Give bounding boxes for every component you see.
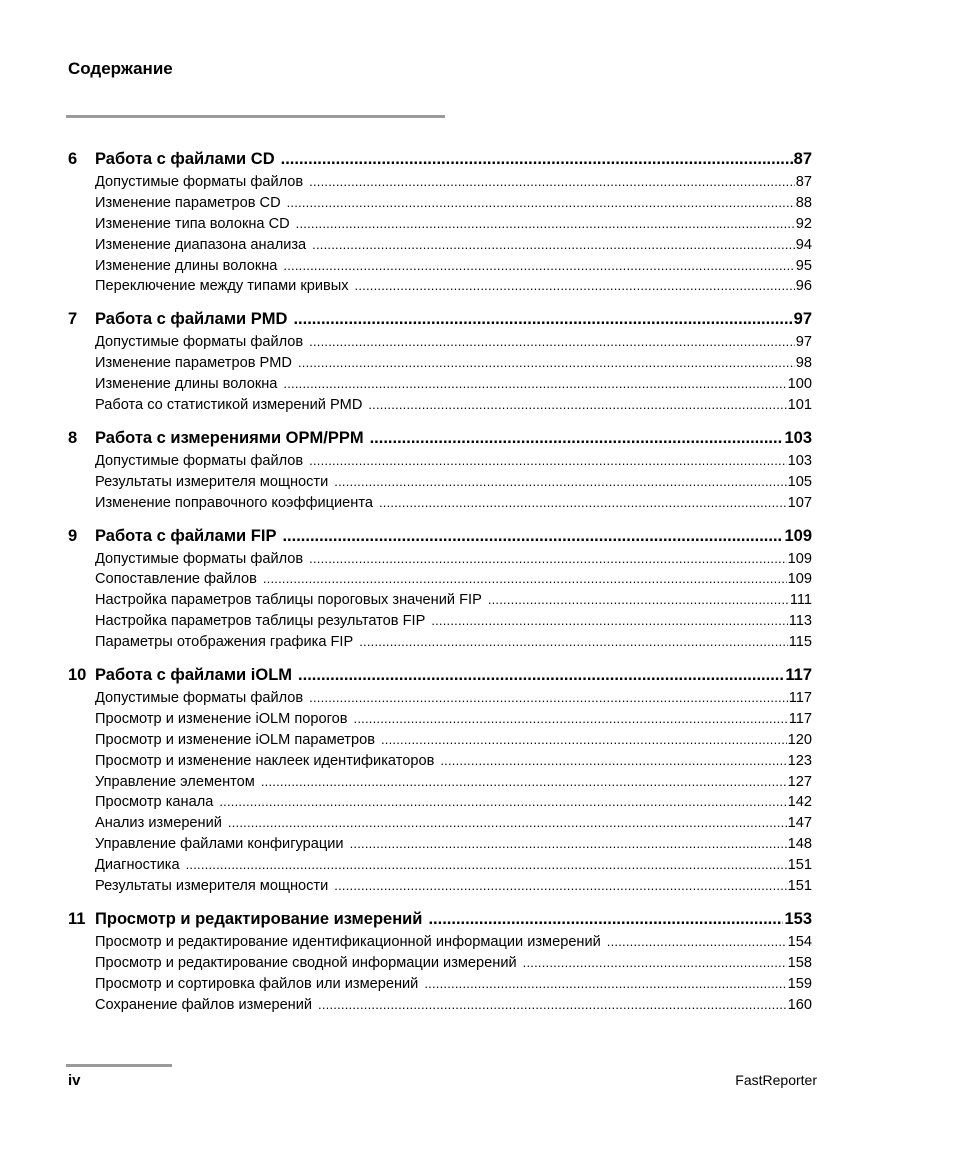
page-number: iv — [68, 1072, 81, 1089]
header-divider — [66, 115, 445, 118]
chapter-number: 8 — [68, 428, 78, 447]
dot-leader — [440, 751, 786, 772]
section-page-number: 94 — [795, 236, 812, 253]
dot-leader — [287, 193, 795, 214]
section-title: Сопоставление файлов — [95, 571, 257, 588]
section-page-number: 147 — [787, 815, 812, 832]
dot-leader — [186, 855, 787, 876]
dot-leader — [281, 147, 793, 172]
toc-chapter-entry[interactable] — [68, 426, 812, 451]
chapter-page-number: 103 — [784, 428, 812, 447]
section-page-number: 117 — [788, 710, 812, 727]
section-title: Изменение длины волокна — [95, 376, 278, 393]
dot-leader — [263, 569, 787, 590]
toc-section-entry[interactable] — [95, 932, 812, 953]
table-of-contents — [68, 147, 812, 1016]
chapter-title: Работа с измерениями OPM/PPM — [95, 428, 364, 447]
section-page-number: 87 — [795, 174, 812, 190]
section-page-number: 113 — [788, 613, 812, 630]
toc-section-entry[interactable] — [95, 751, 812, 772]
chapter-number: 10 — [68, 666, 87, 685]
section-page-number: 160 — [787, 996, 812, 1013]
section-page-number: 117 — [788, 690, 812, 707]
toc-chapter — [68, 147, 812, 297]
toc-section-entry[interactable] — [95, 549, 812, 570]
section-title: Изменение параметров CD — [95, 194, 281, 211]
dot-leader — [381, 730, 787, 751]
dot-leader — [309, 688, 788, 709]
dot-leader — [283, 374, 786, 395]
section-page-number: 111 — [789, 592, 812, 609]
dot-leader — [318, 995, 787, 1016]
dot-leader — [261, 772, 787, 793]
toc-section-entry[interactable] — [95, 995, 812, 1016]
dot-leader — [431, 611, 787, 632]
section-title: Изменение диапазона анализа — [95, 236, 307, 253]
toc-section-entry[interactable] — [95, 855, 812, 876]
section-page-number: 107 — [787, 494, 812, 511]
toc-section-entry[interactable] — [95, 353, 812, 374]
chapter-page-number: 87 — [793, 150, 812, 168]
toc-section-entry[interactable] — [95, 590, 812, 611]
toc-section-entry[interactable] — [95, 374, 812, 395]
section-page-number: 151 — [787, 878, 812, 895]
footer-divider — [66, 1064, 172, 1067]
toc-chapter-entry[interactable] — [68, 147, 812, 172]
section-title: Просмотр и редактирование сводной информации измерений — [95, 954, 517, 971]
toc-section-entry[interactable] — [95, 792, 812, 813]
chapter-page-number: 117 — [785, 666, 812, 685]
toc-section-entry[interactable] — [95, 813, 812, 834]
section-page-number: 142 — [787, 794, 812, 811]
dot-leader — [296, 214, 795, 235]
section-title: Изменение поправочного коэффициента — [95, 494, 373, 511]
section-title: Просмотр и редактирование идентификационной информации измерений — [95, 933, 601, 950]
section-title: Допустимые форматы файлов — [95, 334, 304, 351]
page-title: Содержание — [68, 59, 173, 78]
toc-chapter — [68, 907, 812, 1016]
chapter-number: 6 — [68, 150, 78, 168]
section-title: Допустимые форматы файлов — [95, 690, 304, 707]
section-title: Просмотр и изменение iOLM параметров — [95, 731, 375, 748]
product-name: FastReporter — [735, 1072, 817, 1088]
section-title: Результаты измерителя мощности — [95, 878, 329, 895]
chapter-page-number: 109 — [784, 526, 812, 545]
section-title: Допустимые форматы файлов — [95, 174, 304, 190]
section-page-number: 148 — [787, 836, 812, 853]
dot-leader — [359, 632, 788, 653]
dot-leader — [228, 813, 787, 834]
dot-leader — [309, 549, 786, 570]
section-page-number: 115 — [788, 634, 812, 651]
toc-chapter — [68, 307, 812, 416]
section-page-number: 127 — [787, 773, 812, 790]
section-title: Управление файлами конфигурации — [95, 836, 344, 853]
chapter-title: Работа с файлами PMD — [95, 310, 288, 329]
section-title: Просмотр и сортировка файлов или измерений — [95, 975, 419, 992]
section-title: Управление элементом — [95, 773, 255, 790]
chapter-page-number: 97 — [793, 310, 812, 329]
section-title: Просмотр канала — [95, 794, 214, 811]
section-title: Допустимые форматы файлов — [95, 550, 304, 567]
toc-section-entry[interactable] — [95, 772, 812, 793]
dot-leader — [368, 395, 786, 416]
dot-leader — [354, 709, 788, 730]
section-page-number: 109 — [787, 550, 812, 567]
dot-leader — [309, 332, 795, 353]
toc-section-entry[interactable] — [95, 493, 812, 514]
section-page-number: 123 — [787, 752, 812, 769]
section-title: Изменение параметров PMD — [95, 355, 292, 372]
dot-leader — [370, 426, 784, 451]
dot-leader — [312, 235, 795, 256]
toc-section-entry[interactable] — [95, 611, 812, 632]
dot-leader — [488, 590, 789, 611]
toc-chapter — [68, 663, 812, 897]
toc-section-entry[interactable] — [95, 730, 812, 751]
section-page-number: 96 — [795, 278, 812, 295]
toc-section-entry[interactable] — [95, 235, 812, 256]
section-page-number: 103 — [787, 452, 812, 469]
chapter-title: Работа с файлами iOLM — [95, 666, 293, 685]
dot-leader — [293, 307, 792, 332]
toc-section-entry[interactable] — [95, 834, 812, 855]
section-title: Переключение между типами кривых — [95, 278, 349, 295]
dot-leader — [334, 472, 786, 493]
toc-section-entry[interactable] — [95, 709, 812, 730]
chapter-page-number: 153 — [784, 909, 812, 928]
section-page-number: 120 — [787, 731, 812, 748]
dot-leader — [219, 792, 786, 813]
section-title: Анализ измерений — [95, 815, 222, 832]
section-page-number: 95 — [795, 257, 812, 274]
section-title: Просмотр и изменение наклеек идентификаторов — [95, 752, 435, 769]
toc-section-entry[interactable] — [95, 332, 812, 353]
section-title: Работа со статистикой измерений PMD — [95, 397, 363, 414]
section-page-number: 159 — [787, 975, 812, 992]
section-title: Диагностика — [95, 857, 180, 874]
section-page-number: 100 — [787, 376, 812, 393]
section-page-number: 158 — [787, 954, 812, 971]
toc-chapter-entry[interactable] — [68, 907, 812, 932]
dot-leader — [523, 953, 787, 974]
toc-section-entry[interactable] — [95, 876, 812, 897]
section-page-number: 105 — [787, 473, 812, 490]
section-title: Настройка параметров таблицы пороговых значений FIP — [95, 592, 482, 609]
toc-section-entry[interactable] — [95, 688, 812, 709]
toc-section-entry[interactable] — [95, 472, 812, 493]
dot-leader — [350, 834, 787, 855]
dot-leader — [283, 256, 794, 277]
dot-leader — [428, 907, 783, 932]
dot-leader — [607, 932, 787, 953]
section-page-number: 97 — [795, 334, 812, 351]
toc-chapter — [68, 524, 812, 653]
toc-section-entry[interactable] — [95, 632, 812, 653]
toc-section-entry[interactable] — [95, 193, 812, 214]
section-title: Допустимые форматы файлов — [95, 452, 304, 469]
section-page-number: 151 — [787, 857, 812, 874]
chapter-number: 9 — [68, 526, 78, 545]
chapter-title: Просмотр и редактирование измерений — [95, 909, 423, 928]
dot-leader — [379, 493, 787, 514]
dot-leader — [355, 276, 795, 297]
dot-leader — [309, 451, 786, 472]
toc-chapter-entry[interactable] — [68, 524, 812, 549]
toc-chapter-entry[interactable] — [68, 663, 812, 688]
section-title: Просмотр и изменение iOLM порогов — [95, 710, 348, 727]
toc-section-entry[interactable] — [95, 395, 812, 416]
toc-chapter-entry[interactable] — [68, 307, 812, 332]
chapter-title: Работа с файлами CD — [95, 150, 275, 168]
section-title: Изменение длины волокна — [95, 257, 278, 274]
section-title: Изменение типа волокна CD — [95, 215, 290, 232]
toc-section-entry[interactable] — [95, 974, 812, 995]
toc-section-entry[interactable] — [95, 172, 812, 193]
chapter-number: 7 — [68, 310, 78, 329]
section-title: Параметры отображения графика FIP — [95, 634, 354, 651]
dot-leader — [298, 663, 784, 688]
chapter-title: Работа с файлами FIP — [95, 526, 277, 545]
dot-leader — [309, 172, 795, 193]
dot-leader — [282, 524, 783, 549]
toc-section-entry[interactable] — [95, 256, 812, 277]
toc-section-entry[interactable] — [95, 569, 812, 590]
dot-leader — [298, 353, 795, 374]
section-page-number: 109 — [787, 571, 812, 588]
dot-leader — [424, 974, 786, 995]
section-page-number: 92 — [795, 215, 812, 232]
section-title: Сохранение файлов измерений — [95, 996, 313, 1013]
toc-section-entry[interactable] — [95, 953, 812, 974]
toc-chapter — [68, 426, 812, 514]
toc-section-entry[interactable] — [95, 276, 812, 297]
section-page-number: 154 — [787, 933, 812, 950]
section-title: Настройка параметров таблицы результатов FIP — [95, 613, 426, 630]
section-page-number: 88 — [795, 194, 812, 211]
dot-leader — [334, 876, 786, 897]
toc-section-entry[interactable] — [95, 451, 812, 472]
chapter-number: 11 — [68, 909, 86, 928]
toc-section-entry[interactable] — [95, 214, 812, 235]
section-title: Результаты измерителя мощности — [95, 473, 329, 490]
section-page-number: 98 — [795, 355, 812, 372]
section-page-number: 101 — [787, 397, 812, 414]
